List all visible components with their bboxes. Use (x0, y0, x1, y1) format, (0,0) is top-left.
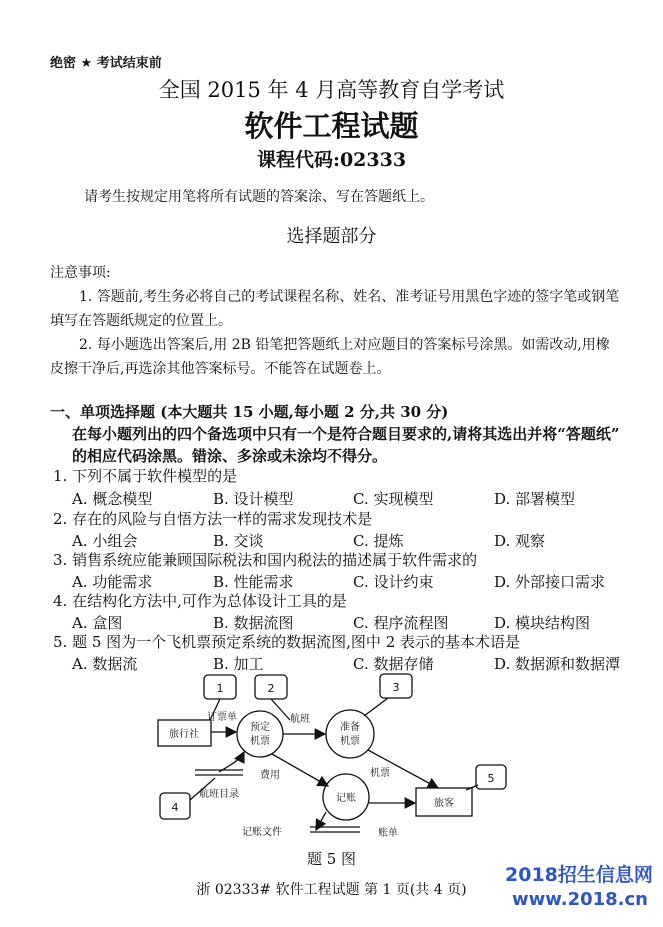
option-a: A. 数据流 (72, 655, 138, 673)
notice-item-1-line-2: 填写在答题纸规定的位置上。 (50, 313, 232, 329)
option-a: A. 概念模型 (72, 490, 153, 508)
option-b: B. 交谈 (213, 532, 264, 550)
flow-flight-store-arrow (219, 752, 244, 772)
notice-item-1-line-1: 1. 答题前,考生务必将自己的考试课程名称、姓名、准考证号用黑色字迹的签字笔或钢笔 (79, 289, 620, 305)
part1-desc-line-2: 的相应代码涂黑。错涂、多涂或未涂均不得分。 (72, 447, 388, 465)
process-prepare-label-2: 机票 (340, 736, 360, 747)
store-accounts-label: 记账文件 (242, 827, 282, 838)
option-d: D. 外部接口需求 (494, 573, 606, 591)
flow-order-label: 订票单 (207, 712, 237, 723)
process-prepare-label-1: 准备 (340, 722, 360, 733)
option-b: B. 性能需求 (213, 573, 294, 591)
option-d: D. 数据源和数据潭 (494, 655, 621, 673)
question-stem: 3. 销售系统应能兼顾国际税法和国内税法的描述属于软件需求的 (53, 551, 478, 569)
option-d: D. 观察 (494, 532, 546, 550)
flow-fee-arrow (272, 754, 328, 786)
flow-bill-label: 账单 (378, 828, 398, 839)
part1-heading: 一、单项选择题 (本大题共 15 小题,每小题 2 分,共 30 分) (50, 403, 449, 421)
process-accounting-label: 记账 (336, 793, 356, 804)
question-stem: 2. 存在的风险与自悟方法一样的需求发现技术是 (53, 510, 373, 528)
notice-item-2-line-1: 2. 每小题选出答案后,用 2B 铅笔把答题纸上对应题目的答案标号涂黑。如需改动,用橡 (79, 337, 610, 353)
course-code: 课程代码:02333 (256, 149, 407, 171)
option-d: D. 模块结构图 (494, 614, 591, 632)
option-c: C. 程序流程图 (353, 614, 449, 632)
callout-4-label: 4 (171, 801, 179, 814)
question-stem: 5. 题 5 图为一个飞机票预定系统的数据流图,图中 2 表示的基本术语是 (53, 633, 521, 651)
option-b: B. 加工 (213, 655, 264, 673)
section-title: 选择题部分 (286, 226, 377, 247)
notice-heading: 注意事项: (50, 265, 111, 281)
entity-passenger-label: 旅客 (434, 798, 454, 809)
option-c: C. 数据存储 (353, 655, 434, 673)
figure-caption: 题 5 图 (306, 850, 357, 868)
question-stem: 4. 在结构化方法中,可作为总体设计工具的是 (53, 592, 347, 610)
exam-title: 全国 2015 年 4 月高等教育自学考试 (158, 78, 505, 102)
callout-2-label: 2 (267, 682, 275, 695)
flow-flight-label: 航班 (290, 714, 310, 725)
callout-5-label: 5 (487, 772, 495, 785)
option-c: C. 提炼 (353, 532, 404, 550)
option-b: B. 数据流图 (213, 614, 294, 632)
flow-ticket-label: 机票 (370, 768, 390, 779)
question-stem: 1. 下列不属于软件模型的是 (53, 467, 238, 485)
watermark-title: 2018招生信息网 (505, 864, 653, 886)
option-b: B. 设计模型 (213, 490, 294, 508)
callout-1-label: 1 (216, 682, 224, 695)
option-a: A. 功能需求 (72, 573, 153, 591)
confidential-mark: 绝密 ★ 考试结束前 (50, 56, 162, 71)
process-book-label-2: 机票 (250, 736, 270, 747)
watermark-url: www.2018.cn (512, 889, 648, 910)
part1-desc-line-1: 在每小题列出的四个备选项中只有一个是符合题目要求的,请将其选出并将“答题纸” (72, 425, 620, 443)
page-title: 软件工程试题 (244, 109, 419, 143)
entity-travel-agency-label: 旅行社 (169, 729, 199, 740)
store-flights-label: 航班目录 (199, 789, 239, 800)
option-a: A. 盒图 (72, 614, 123, 632)
callout-3-label: 3 (392, 681, 400, 694)
process-book-ticket-circle (237, 711, 283, 757)
process-prepare-ticket-circle (326, 710, 374, 758)
process-book-label-1: 预定 (250, 722, 270, 733)
answer-instruction: 请考生按规定用笔将所有试题的答案涂、写在答题纸上。 (84, 189, 434, 205)
option-d: D. 部署模型 (494, 490, 576, 508)
notice-item-2-line-2: 皮擦干净后,再选涂其他答案标号。不能答在试题卷上。 (50, 361, 391, 377)
option-c: C. 实现模型 (353, 490, 434, 508)
page-footer: 浙 02333# 软件工程试题 第 1 页(共 4 页) (196, 882, 467, 898)
flow-fee-label: 费用 (260, 770, 280, 781)
option-a: A. 小组会 (72, 532, 138, 550)
option-c: C. 设计约束 (353, 573, 434, 591)
